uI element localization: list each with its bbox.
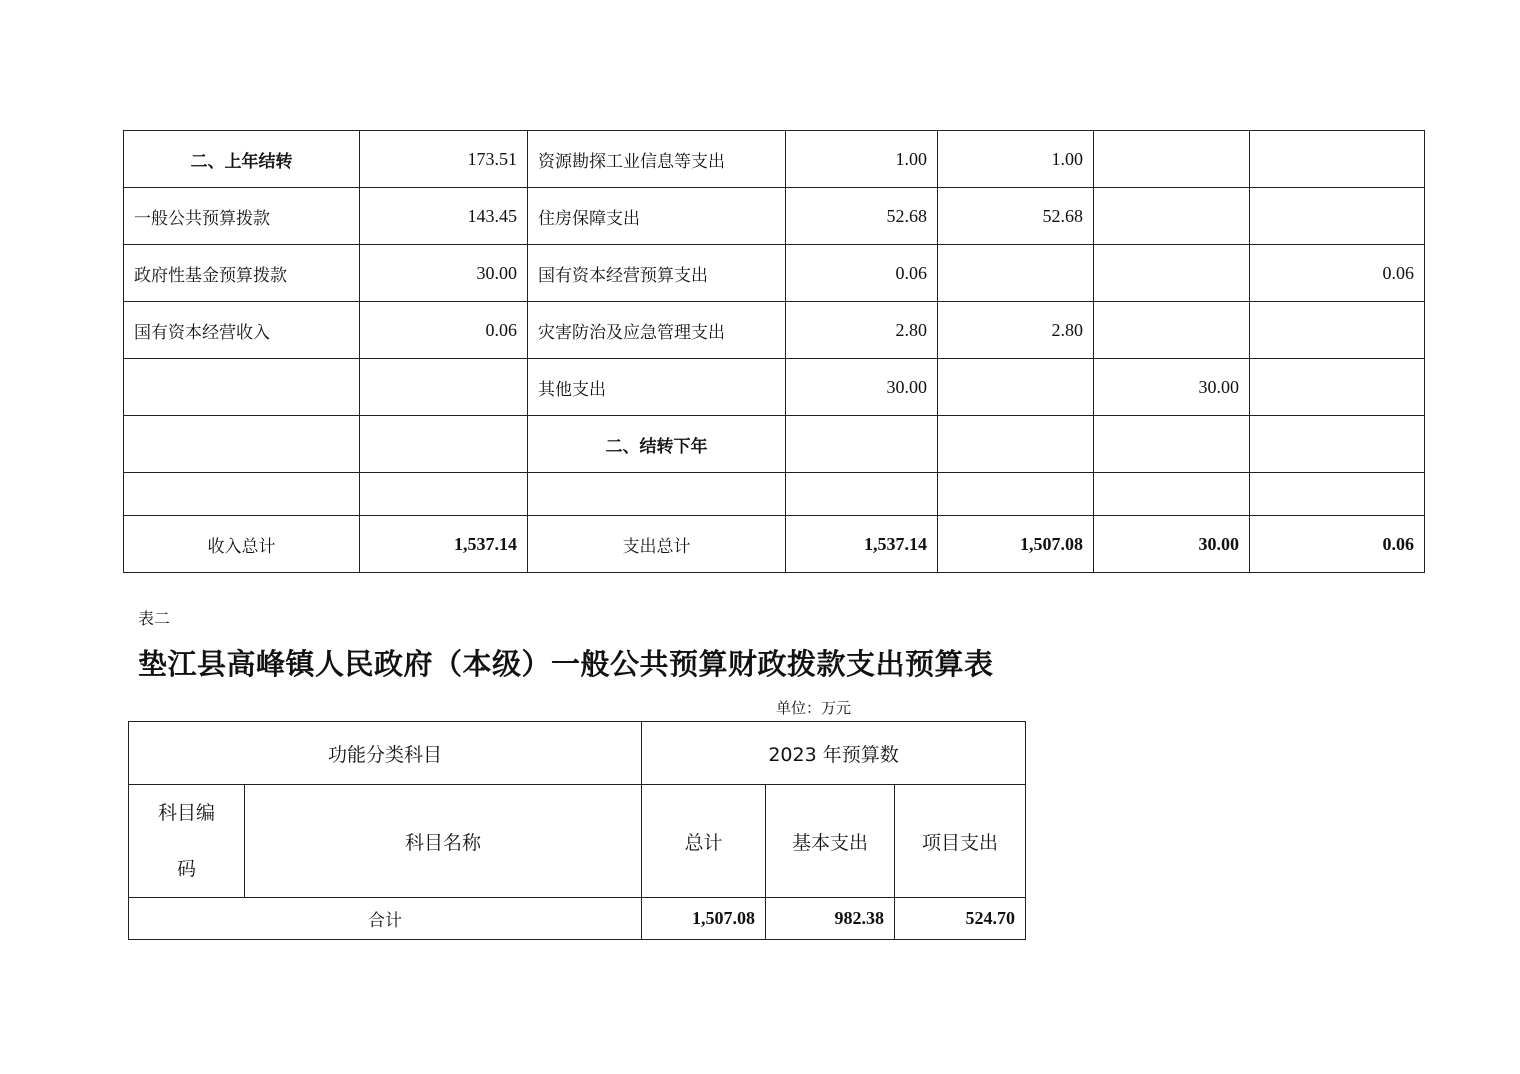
expense-col-c bbox=[1250, 302, 1425, 359]
income-expense-table bbox=[123, 130, 1425, 573]
expense-col-a bbox=[938, 359, 1094, 416]
income-item: 政府性基金预算拨款 bbox=[124, 245, 360, 302]
category-header: 功能分类科目 bbox=[129, 722, 642, 785]
income-item: 国有资本经营收入 bbox=[124, 302, 360, 359]
income-amount: 143.45 bbox=[360, 188, 528, 245]
expense-item: 灾害防治及应急管理支出 bbox=[528, 302, 786, 359]
income-amount: 30.00 bbox=[360, 245, 528, 302]
expense-item: 国有资本经营预算支出 bbox=[528, 245, 786, 302]
total-label: 合计 bbox=[129, 898, 642, 940]
income-item: 一般公共预算拨款 bbox=[124, 188, 360, 245]
document-title: 垫江县高峰镇人民政府（本级）一般公共预算财政拨款支出预算表 bbox=[138, 647, 994, 681]
income-item bbox=[124, 359, 360, 416]
income-item bbox=[124, 473, 360, 516]
code-header-line1: 科目编 bbox=[157, 802, 215, 824]
expense-col-c bbox=[1250, 188, 1425, 245]
expense-total-label: 支出总计 bbox=[528, 516, 786, 573]
expense-col-b bbox=[1094, 302, 1250, 359]
table-row bbox=[124, 302, 1425, 359]
expense-col-a bbox=[938, 416, 1094, 473]
income-amount bbox=[360, 473, 528, 516]
income-item: 二、上年结转 bbox=[124, 131, 360, 188]
table-row bbox=[124, 416, 1425, 473]
totals-row bbox=[124, 516, 1425, 573]
expense-total: 52.68 bbox=[786, 188, 938, 245]
table-label: 表二 bbox=[138, 609, 171, 628]
expense-col-a: 2.80 bbox=[938, 302, 1094, 359]
expense-col-c bbox=[1250, 473, 1425, 516]
expense-col-b bbox=[1094, 416, 1250, 473]
expense-item: 住房保障支出 bbox=[528, 188, 786, 245]
table-row bbox=[124, 245, 1425, 302]
subheader-row bbox=[129, 785, 1026, 898]
total-header: 总计 bbox=[642, 785, 766, 898]
table-row bbox=[124, 359, 1425, 416]
expense-col-a: 1.00 bbox=[938, 131, 1094, 188]
total-amount: 1,507.08 bbox=[642, 898, 766, 940]
expense-col-a-total: 1,507.08 bbox=[938, 516, 1094, 573]
expense-item: 其他支出 bbox=[528, 359, 786, 416]
basic-amount: 982.38 bbox=[766, 898, 895, 940]
expense-col-c: 0.06 bbox=[1250, 245, 1425, 302]
budget-expense-table bbox=[128, 721, 1026, 940]
expense-total: 0.06 bbox=[786, 245, 938, 302]
total-row bbox=[129, 898, 1026, 940]
budget-year-header: 2023 年预算数 bbox=[642, 722, 1026, 785]
income-total-amount: 1,537.14 bbox=[360, 516, 528, 573]
expense-col-a: 52.68 bbox=[938, 188, 1094, 245]
expense-col-b bbox=[1094, 131, 1250, 188]
expense-col-c bbox=[1250, 131, 1425, 188]
expense-col-c-total: 0.06 bbox=[1250, 516, 1425, 573]
income-amount bbox=[360, 359, 528, 416]
code-header bbox=[129, 785, 245, 898]
table-row bbox=[124, 131, 1425, 188]
code-header-line2: 码 bbox=[176, 858, 196, 880]
expense-col-b bbox=[1094, 188, 1250, 245]
expense-col-b: 30.00 bbox=[1094, 359, 1250, 416]
income-amount: 0.06 bbox=[360, 302, 528, 359]
unit-label: 单位：万元 bbox=[776, 699, 852, 717]
expense-col-b-total: 30.00 bbox=[1094, 516, 1250, 573]
expense-item: 资源勘探工业信息等支出 bbox=[528, 131, 786, 188]
expense-total bbox=[786, 473, 938, 516]
expense-total bbox=[786, 416, 938, 473]
expense-grand-total: 1,537.14 bbox=[786, 516, 938, 573]
expense-col-b bbox=[1094, 473, 1250, 516]
expense-total: 1.00 bbox=[786, 131, 938, 188]
expense-col-b bbox=[1094, 245, 1250, 302]
project-header: 项目支出 bbox=[895, 785, 1026, 898]
table-row bbox=[124, 188, 1425, 245]
expense-col-a bbox=[938, 473, 1094, 516]
expense-item: 二、结转下年 bbox=[528, 416, 786, 473]
income-item bbox=[124, 416, 360, 473]
expense-item bbox=[528, 473, 786, 516]
income-total-label: 收入总计 bbox=[124, 516, 360, 573]
expense-col-c bbox=[1250, 359, 1425, 416]
expense-col-c bbox=[1250, 416, 1425, 473]
table-row bbox=[124, 473, 1425, 516]
expense-col-a bbox=[938, 245, 1094, 302]
basic-header: 基本支出 bbox=[766, 785, 895, 898]
name-header: 科目名称 bbox=[245, 785, 642, 898]
header-row bbox=[129, 722, 1026, 785]
project-amount: 524.70 bbox=[895, 898, 1026, 940]
expense-total: 2.80 bbox=[786, 302, 938, 359]
income-amount: 173.51 bbox=[360, 131, 528, 188]
income-amount bbox=[360, 416, 528, 473]
expense-total: 30.00 bbox=[786, 359, 938, 416]
